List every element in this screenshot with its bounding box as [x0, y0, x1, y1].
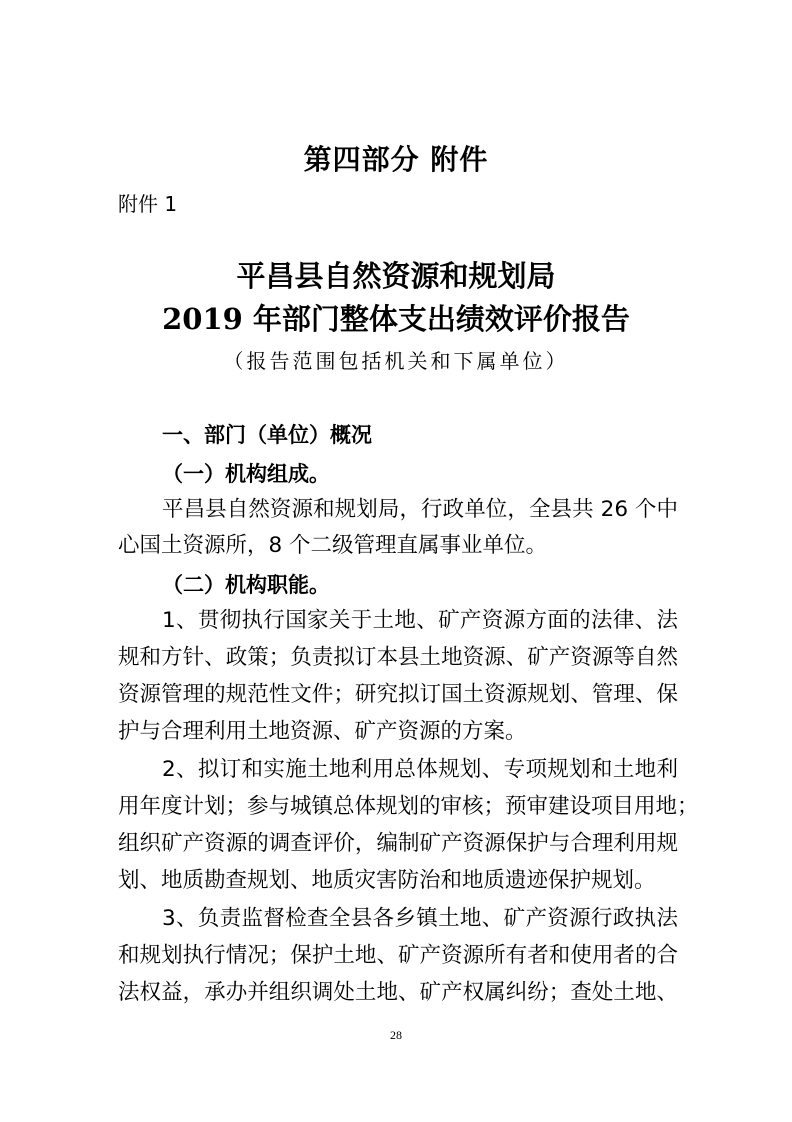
- paragraph-line: 平昌县自然资源和规划局，行政单位，全县共 26 个中: [162, 497, 678, 522]
- paragraph-line: 和规划执行情况；保护土地、矿产资源所有者和使用者的合: [118, 943, 678, 968]
- paragraph-line: 1、贯彻执行国家关于土地、矿产资源方面的法律、法: [162, 608, 678, 633]
- report-title-line-1: 平昌县自然资源和规划局: [236, 259, 556, 293]
- report-title-line-2: 2019 年部门整体支出绩效评价报告: [162, 302, 630, 336]
- report-scope-note: （报告范围包括机关和下属单位）: [223, 349, 569, 373]
- paragraph-line: 2、拟订和实施土地利用总体规划、专项规划和土地利: [162, 757, 678, 782]
- paragraph-line: 3、负责监督检查全县各乡镇土地、矿产资源行政执法: [162, 906, 678, 931]
- paragraph-line: 用年度计划；参与城镇总体规划的审核；预审建设项目用地；: [118, 794, 699, 819]
- paragraph-line: 组织矿产资源的调查评价，编制矿产资源保护与合理利用规: [118, 831, 678, 856]
- paragraph-line: 规和方针、政策；负责拟订本县土地资源、矿产资源等自然: [118, 645, 678, 670]
- paragraph-line: 资源管理的规范性文件；研究拟订国土资源规划、管理、保: [118, 682, 678, 707]
- paragraph-line: 法权益，承办并组织调处土地、矿产权属纠纷；查处土地、: [118, 980, 678, 1005]
- subheading-organization: （一）机构组成。: [162, 461, 330, 486]
- subheading-functions: （二）机构职能。: [162, 572, 330, 597]
- paragraph-line: 划、地质勘查规划、地质灾害防治和地质遗迹保护规划。: [118, 868, 656, 893]
- paragraph-line: 心国土资源所，8 个二级管理直属事业单位。: [118, 533, 548, 558]
- page-number: 28: [390, 1028, 402, 1042]
- paragraph-line: 护与合理利用土地资源、矿产资源的方案。: [118, 719, 527, 744]
- section-heading-overview: 一、部门（单位）概况: [162, 422, 372, 447]
- annex-label: 附件 1: [118, 192, 178, 216]
- part-title: 第四部分 附件: [303, 143, 489, 176]
